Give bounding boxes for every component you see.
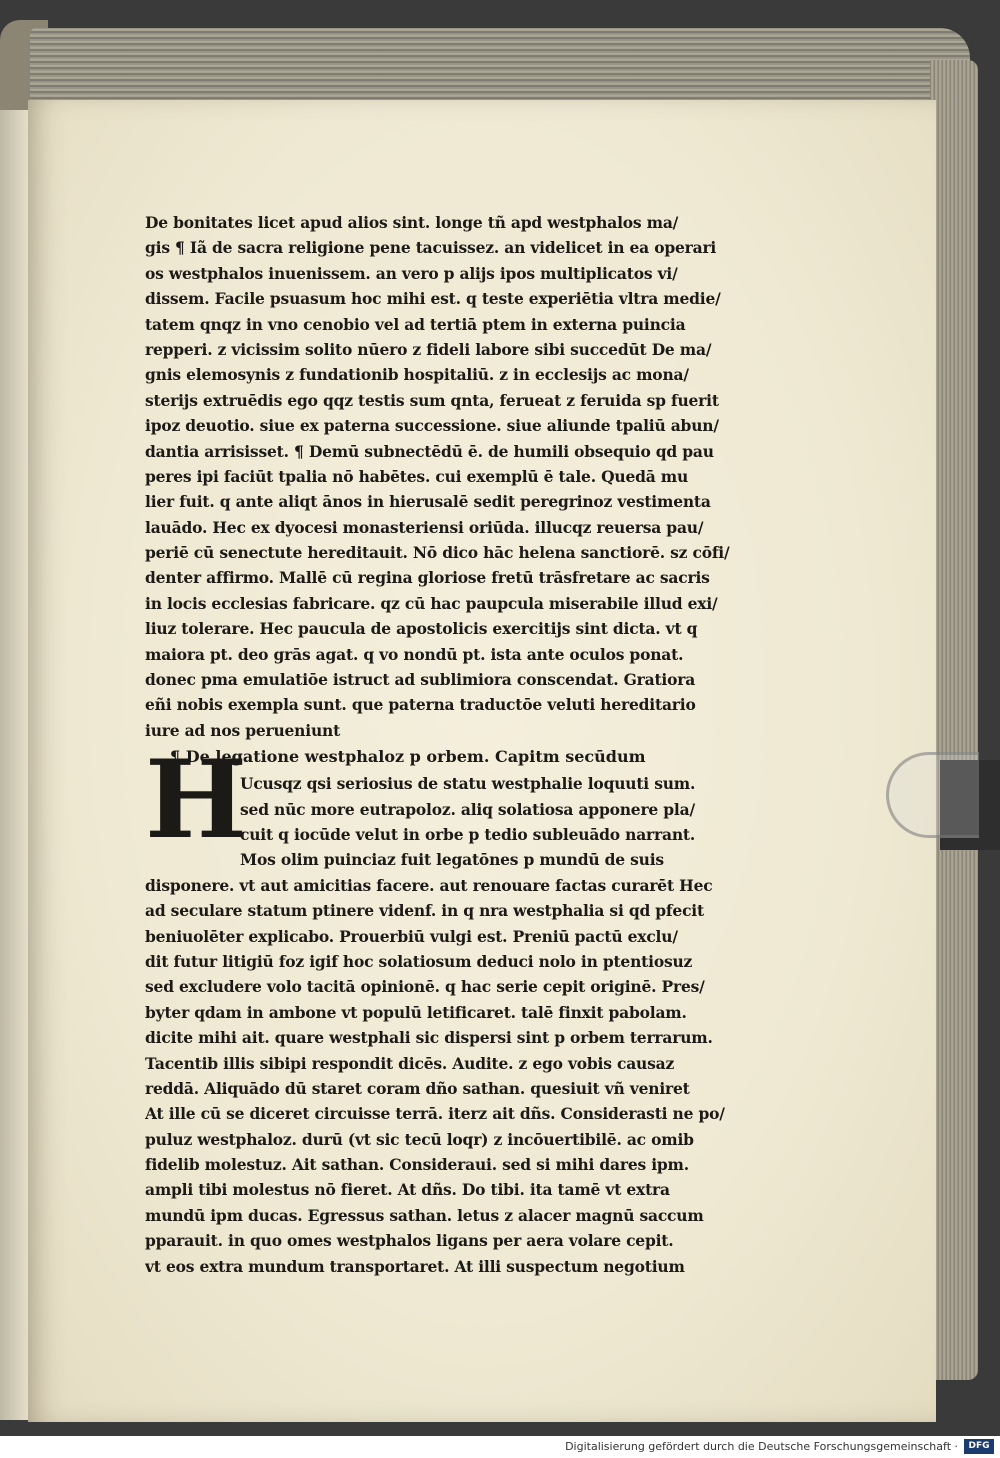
text-line: cuit q iocūde velut in orbe p tedio subleuādo narrant. — [240, 824, 696, 844]
page-text — [145, 210, 740, 1279]
text-line: dit futur litigiū foz igif hoc solatiosum deduci nolo in ptentiosuz — [145, 951, 693, 971]
text-line: At ille cū se diceret circuisse terrā. iterz ait dñs. Considerasti ne po/ — [145, 1104, 725, 1124]
text-line: pparauit. in quo omes westphalos ligans per aera volare cepit. — [145, 1231, 674, 1251]
text-line: reddā. Aliquādo dū staret coram dño sathan. quesiuit vñ veniret — [145, 1078, 690, 1098]
text-line: donec pma emulatiōe istruct ad sublimiora conscendat. Gratiora — [145, 670, 696, 690]
chapter-heading: ¶ De legatione westphaloz p orbem. Capitm secūdum — [170, 747, 646, 767]
funding-credit: Digitalisierung gefördert durch die Deutsche Forschungsgemeinschaft · — [565, 1440, 958, 1453]
text-line: peres ipi faciūt tpalia nō habētes. cui exemplū ē tale. Quedā mu — [145, 466, 689, 486]
text-line: tatem qnqz in vno cenobio vel ad tertiā ptem in externa puincia — [145, 314, 686, 334]
text-line: lauādo. Hec ex dyocesi monasteriensi oriūda. illucqz reuersa pau/ — [145, 517, 704, 537]
text-line: denter affirmo. Mallē cū regina gloriose fretū trāsfretare ac sacris — [145, 568, 710, 588]
decorated-initial-letter: H — [145, 737, 248, 863]
text-line: dantia arrisisset. ¶ Demū subnectēdū ē. de humili obsequio qd pau — [145, 441, 714, 461]
dfg-logo: DFG — [964, 1439, 994, 1454]
text-line: lier fuit. q ante aliqt ānos in hierusalē sedit peregrinoz vestimenta — [145, 492, 711, 512]
text-line: dissem. Facile psuasum hoc mihi est. q teste experiētia vltra medie/ — [145, 289, 721, 309]
text-line: Mos olim puinciaz fuit legatōnes p mundū de suis — [240, 850, 664, 870]
text-line: gis ¶ Iã de sacra religione pene tacuissez. an videlicet in ea operari — [145, 238, 717, 258]
text-line: gnis elemosynis z fundationib hospitaliū. z in ecclesijs ac mona/ — [145, 365, 689, 385]
text-line: Tacentib illis sibipi respondit dicēs. Audite. z ego vobis causaz — [145, 1053, 675, 1073]
footer-bar — [0, 1436, 1000, 1458]
text-line: repperi. z vicissim solito nūero z fideli labore sibi succedūt De ma/ — [145, 339, 712, 359]
text-line: sterijs extruēdis ego qqz testis sum qnta, ferueat z feruida sp fuerit — [145, 390, 719, 410]
page-clip — [886, 752, 979, 838]
text-line: liuz tolerare. Hec paucula de apostolicis exercitijs sint dicta. vt q — [145, 619, 698, 639]
text-line: disponere. vt aut amicitias facere. aut renouare factas curarēt Hec — [145, 875, 713, 895]
text-line: dicite mihi ait. quare westphali sic dispersi sint p orbem terrarum. — [145, 1028, 713, 1048]
text-line: maiora pt. deo grās agat. q vo nondū pt. ista ante oculos ponat. — [145, 644, 684, 664]
text-line: beniuolēter explicabo. Prouerbiū vulgi est. Preniū pactū exclu/ — [145, 926, 678, 946]
text-line: vt eos extra mundum transportaret. At illi suspectum negotium — [145, 1256, 685, 1276]
text-line: byter qdam in ambone vt populū letificaret. talē finxit pabolam. — [145, 1002, 687, 1022]
text-paragraph-1 — [145, 210, 740, 743]
text-line: eñi nobis exempla sunt. que paterna traductōe veluti hereditario — [145, 695, 696, 715]
text-line: in locis ecclesias fabricare. qz cū hac paupcula miserabile illud exi/ — [145, 593, 718, 613]
text-line: sed nūc more eutrapoloz. aliq solatiosa apponere pla/ — [240, 799, 695, 819]
text-line: sed excludere volo tacitā opinionē. q hac serie cepit originē. Pres/ — [145, 977, 705, 997]
text-line: ampli tibi molestus nō fieret. At dñs. Do tibi. ita tamē vt extra — [145, 1180, 670, 1200]
text-line: De bonitates licet apud alios sint. longe tñ apd westphalos ma/ — [145, 213, 679, 232]
text-line: periē cū senectute hereditauit. Nō dico hāc helena sanctiorē. sz cōfi/ — [145, 543, 730, 563]
text-line: ad seculare statum ptinere videnf. in q nra westphalia si qd pfecit — [145, 901, 704, 921]
text-line: ipoz deuotio. siue ex paterna successione. siue aliunde tpaliū abun/ — [145, 416, 719, 436]
text-line: iure ad nos perueniunt — [145, 720, 341, 740]
text-line: puluz westphaloz. durū (vt sic tecū loqr) z incōuertibilē. ac omib — [145, 1129, 694, 1149]
facing-page-edge — [0, 110, 30, 1420]
text-line: fidelib molestuz. Ait sathan. Consideraui. sed si mihi dares ipm. — [145, 1155, 689, 1175]
text-line: os westphalos inuenissem. an vero p alijs ipos multiplicatos vi/ — [145, 263, 678, 283]
text-line: Ucusqz qsi seriosius de statu westphalie loquuti sum. — [240, 774, 696, 794]
text-line: mundū ipm ducas. Egressus sathan. letus z alacer magnū saccum — [145, 1205, 704, 1225]
book-fore-edge — [930, 60, 978, 1380]
